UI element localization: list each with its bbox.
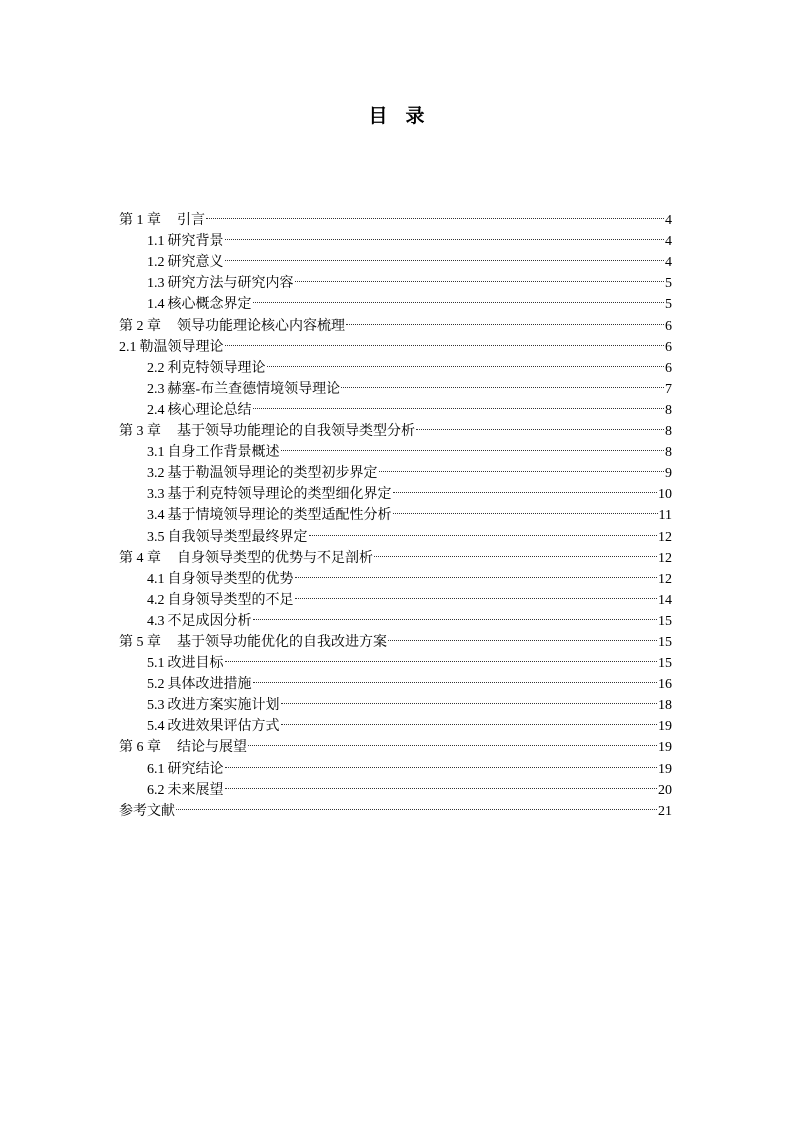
- toc-entry-title: 基于利克特领导理论的类型细化界定: [167, 487, 392, 503]
- toc-entry-title: 自我领导类型最终界定: [167, 529, 308, 545]
- toc-entry-page-number: 16: [658, 677, 672, 693]
- dot-leader: [281, 709, 658, 730]
- toc-entry-label: [119, 801, 175, 822]
- toc-entry-label: [147, 463, 378, 484]
- dot-leader: [248, 730, 657, 751]
- toc-entry-number: 1.3: [147, 276, 165, 292]
- toc-entry-number: 6.1: [147, 761, 165, 777]
- toc-entry-page-number: 11: [658, 508, 672, 524]
- dot-leader: [295, 583, 658, 604]
- toc-entry-label: [147, 484, 392, 505]
- toc-entry-number: 5.1: [147, 656, 165, 672]
- toc-entry-label: [147, 759, 224, 780]
- toc-entry-title: 未来展望: [167, 782, 224, 798]
- toc-entry-title: 改进目标: [167, 656, 224, 672]
- toc-entry-page-number: 19: [658, 761, 672, 777]
- dot-leader: [374, 541, 657, 562]
- toc-entry-page-number: 4: [665, 213, 672, 229]
- toc-entry-label: [119, 210, 205, 231]
- dot-leader: [225, 751, 658, 772]
- toc-entry-number: 5.2: [147, 677, 165, 693]
- dot-leader: [225, 330, 665, 351]
- toc-entry-title: 基于勒温领导理论的类型初步界定: [167, 466, 378, 482]
- toc-entry-title: 自身工作背景概述: [167, 445, 280, 461]
- toc-entry-title: 赫塞-布兰查德情境领导理论: [167, 381, 341, 397]
- toc-entry-title: 研究方法与研究内容: [167, 276, 294, 292]
- dot-leader: [253, 604, 658, 625]
- toc-entry-number: 第 1 章: [119, 213, 161, 229]
- dot-leader: [388, 625, 657, 646]
- toc-entry-title: 结论与展望: [177, 740, 247, 756]
- toc-entry-page-number: 4: [665, 255, 672, 271]
- toc-entry-number: 1.1: [147, 234, 165, 250]
- dot-leader: [225, 224, 665, 245]
- toc-entry-title: 研究背景: [167, 234, 224, 250]
- toc-entry-label: [147, 294, 252, 315]
- toc-entry-page-number: 9: [665, 466, 672, 482]
- toc-entry-number: 3.4: [147, 508, 165, 524]
- toc-entry-label: [147, 674, 252, 695]
- toc-entry-number: 1.4: [147, 297, 165, 313]
- toc-entry-title: 自身领导类型的优势: [167, 571, 294, 587]
- toc-entry-number: 第 2 章: [119, 318, 161, 334]
- toc-entry-page-number: 5: [665, 276, 672, 292]
- dot-leader: [206, 203, 664, 224]
- toc-entry-title: 基于领导功能理论的自我领导类型分析: [177, 424, 415, 440]
- toc-entry-title: 具体改进措施: [167, 677, 252, 693]
- toc-entry-page-number: 14: [658, 592, 672, 608]
- dot-leader: [295, 562, 658, 583]
- toc-entry-page-number: 8: [665, 445, 672, 461]
- toc-entry-page-number: 15: [658, 656, 672, 672]
- toc-entry-title: 参考文献: [119, 803, 175, 819]
- toc-entry-number: 第 3 章: [119, 424, 161, 440]
- toc-entry-number: 6.2: [147, 782, 165, 798]
- toc-entry-page-number: 8: [665, 424, 672, 440]
- toc-entry-title: 核心概念界定: [167, 297, 252, 313]
- table-of-contents: [119, 203, 672, 819]
- toc-entry-label: [147, 231, 224, 252]
- toc-entry-page-number: 6: [665, 339, 672, 355]
- toc-entry-number: 第 4 章: [119, 550, 161, 566]
- toc-entry-number: 4.3: [147, 613, 165, 629]
- dot-leader: [295, 266, 665, 287]
- dot-leader: [393, 498, 658, 519]
- toc-entry-page-number: 20: [658, 782, 672, 798]
- toc-entry-page-number: 19: [658, 719, 672, 735]
- toc-entry-title: 自身领导类型的优势与不足剖析: [177, 550, 373, 566]
- toc-entry-page-number: 12: [658, 550, 672, 566]
- toc-entry-label: [147, 569, 294, 590]
- toc-entry-label: [119, 337, 224, 358]
- dot-leader: [253, 287, 665, 308]
- toc-entry-page-number: 21: [658, 803, 672, 819]
- dot-leader: [225, 646, 658, 667]
- toc-entry-number: 5.3: [147, 698, 165, 714]
- dot-leader: [176, 794, 657, 815]
- toc-entry-title: 勒温领导理论: [139, 339, 224, 355]
- toc-entry-title: 基于领导功能优化的自我改进方案: [177, 634, 387, 650]
- toc-entry-number: 2.1: [119, 339, 137, 355]
- dot-leader: [309, 519, 658, 540]
- toc-entry-label: [147, 442, 280, 463]
- toc-entry-number: 3.3: [147, 487, 165, 503]
- toc-entry-number: 2.4: [147, 402, 165, 418]
- dot-leader: [253, 393, 665, 414]
- toc-entry-label: [147, 611, 252, 632]
- toc-entry-label: [147, 252, 224, 273]
- toc-entry-title: 领导功能理论核心内容梳理: [177, 318, 345, 334]
- dot-leader: [416, 414, 664, 435]
- page-title: 目录: [368, 105, 443, 127]
- toc-entry-number: 2.3: [147, 381, 165, 397]
- toc-entry-label: [147, 358, 266, 379]
- dot-leader: [281, 688, 658, 709]
- toc-entry-page-number: 7: [665, 381, 672, 397]
- toc-entry-page-number: 15: [658, 613, 672, 629]
- toc-entry-title: 核心理论总结: [167, 402, 252, 418]
- toc-entry-number: 3.1: [147, 445, 165, 461]
- toc-entry-chapter[interactable]: [119, 203, 672, 229]
- toc-entry-page-number: 4: [665, 234, 672, 250]
- toc-entry-number: 4.2: [147, 592, 165, 608]
- toc-entry-label: [147, 527, 308, 548]
- toc-entry-number: 1.2: [147, 255, 165, 271]
- dot-leader: [341, 372, 664, 393]
- toc-entry-page-number: 18: [658, 698, 672, 714]
- dot-leader: [379, 456, 665, 477]
- toc-entry-title: 改进方案实施计划: [167, 698, 280, 714]
- toc-entry-title: 不足成因分析: [167, 613, 252, 629]
- toc-entry-title: 研究意义: [167, 255, 224, 271]
- dot-leader: [253, 667, 658, 688]
- toc-entry-number: 第 5 章: [119, 634, 161, 650]
- dot-leader: [281, 435, 665, 456]
- toc-entry-page-number: 5: [665, 297, 672, 313]
- toc-entry-number: 3.2: [147, 466, 165, 482]
- toc-entry-number: 5.4: [147, 719, 165, 735]
- toc-entry-title: 自身领导类型的不足: [167, 592, 294, 608]
- toc-entry-chapter[interactable]: [119, 794, 672, 819]
- dot-leader: [393, 477, 658, 498]
- toc-entry-label: [147, 400, 252, 421]
- toc-entry-page-number: 19: [658, 740, 672, 756]
- toc-entry-page-number: 6: [665, 360, 672, 376]
- toc-entry-number: 2.2: [147, 360, 165, 376]
- dot-leader: [346, 308, 664, 329]
- toc-entry-title: 改进效果评估方式: [167, 719, 280, 735]
- toc-entry-title: 利克特领导理论: [167, 360, 266, 376]
- dot-leader: [267, 351, 665, 372]
- toc-entry-page-number: 6: [665, 318, 672, 334]
- toc-entry-number: 4.1: [147, 571, 165, 587]
- toc-entry-page-number: 12: [658, 571, 672, 587]
- toc-entry-page-number: 15: [658, 634, 672, 650]
- toc-entry-page-number: 10: [658, 487, 672, 503]
- toc-entry-title: 研究结论: [167, 761, 224, 777]
- toc-entry-page-number: 8: [665, 402, 672, 418]
- dot-leader: [225, 245, 665, 266]
- dot-leader: [225, 773, 658, 794]
- toc-entry-number: 3.5: [147, 529, 165, 545]
- toc-entry-page-number: 12: [658, 529, 672, 545]
- toc-entry-title: 基于情境领导理论的类型适配性分析: [167, 508, 392, 524]
- toc-entry-title: 引言: [177, 213, 205, 229]
- toc-entry-label: [147, 695, 280, 716]
- toc-entry-number: 第 6 章: [119, 740, 161, 756]
- toc-entry-label: [147, 653, 224, 674]
